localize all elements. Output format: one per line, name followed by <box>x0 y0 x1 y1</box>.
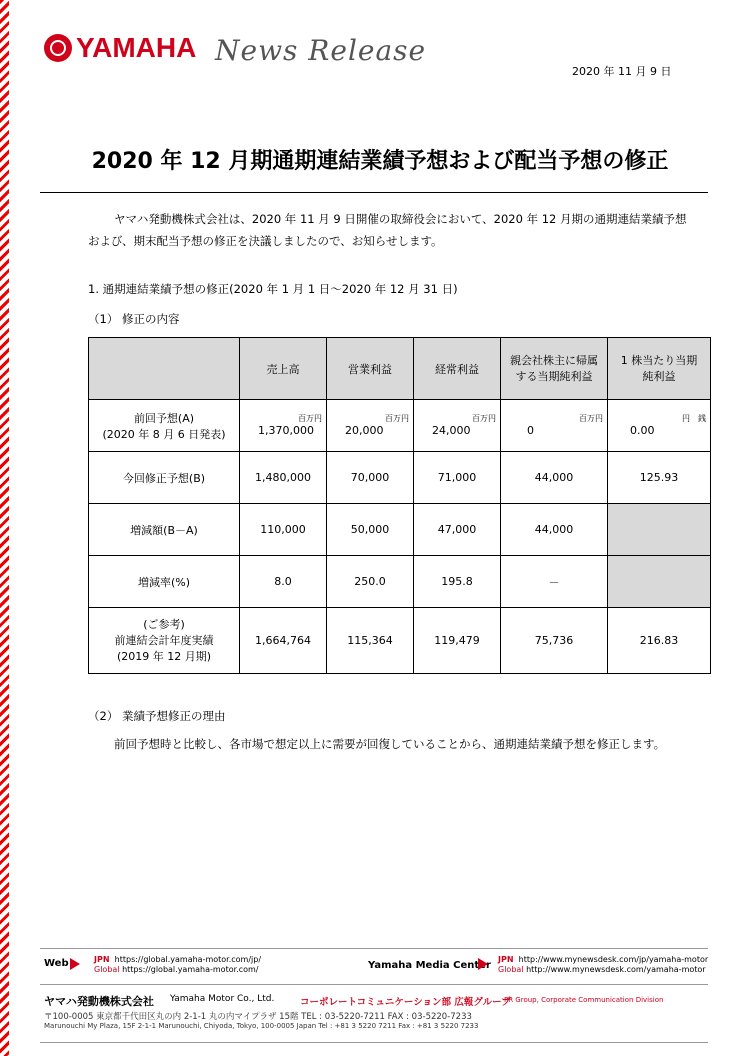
table-cell-empty <box>608 504 711 556</box>
address-ja: 〒100-0005 東京都千代田区丸の内 2-1-1 丸の内マイプラザ 15階 TEL : 03-5220-7211 FAX : 03-5220-7233 <box>44 1012 472 1022</box>
forecast-table <box>88 337 711 674</box>
row-label: 今回修正予想(B) <box>89 452 240 504</box>
table-cell: 百万円 0 <box>501 400 608 452</box>
table-cell: 百万円 20,000 <box>327 400 414 452</box>
web-label: Web <box>44 958 69 969</box>
table-row <box>89 400 711 452</box>
table-cell: 47,000 <box>414 504 501 556</box>
header-net-sales: 売上高 <box>240 338 327 400</box>
table-cell: 百万円 1,370,000 <box>240 400 327 452</box>
footer-divider <box>40 984 708 985</box>
table-cell: － <box>501 556 608 608</box>
web-links: JPN https://global.yamaha-motor.com/jp/ Global https://global.yamaha-motor.com/ <box>94 955 262 974</box>
decorative-stripe <box>0 0 9 1056</box>
footer-divider <box>40 948 708 949</box>
table-cell: 195.8 <box>414 556 501 608</box>
web-jpn-link[interactable]: https://global.yamaha-motor.com/jp/ <box>114 955 262 964</box>
company-name-en: Yamaha Motor Co., Ltd. <box>170 994 275 1004</box>
table-cell: 71,000 <box>414 452 501 504</box>
row-label: 増減額(B－A) <box>89 504 240 556</box>
table-cell: 円 銭 0.00 <box>608 400 711 452</box>
header-net-income: 親会社株主に帰属する当期純利益 <box>501 338 608 400</box>
row-label: 増減率(%) <box>89 556 240 608</box>
row-label: 前回予想(A) (2020 年 8 月 6 日発表) <box>89 400 240 452</box>
header-eps: 1 株当たり当期純利益 <box>608 338 711 400</box>
table-cell: 75,736 <box>501 608 608 674</box>
title-divider <box>40 192 708 193</box>
table-cell: 8.0 <box>240 556 327 608</box>
row-label: (ご参考) 前連結会計年度実績 (2019 年 12 月期) <box>89 608 240 674</box>
release-date: 2020 年 11 月 9 日 <box>572 65 672 78</box>
media-links: JPN http://www.mynewsdesk.com/jp/yamaha-motor Global http://www.mynewsdesk.com/yamaha-motor <box>498 955 709 974</box>
table-cell: 百万円 24,000 <box>414 400 501 452</box>
table-row <box>89 452 711 504</box>
web-global-link[interactable]: https://global.yamaha-motor.com/ <box>122 965 259 974</box>
news-release-tagline: News Release <box>215 34 427 67</box>
intro-paragraph: ヤマハ発動機株式会社は、2020 年 11 月 9 日開催の取締役会において、2020 年 12 月期の通期連結業績予想および、期末配当予想の修正を決議しましたので、お知らせします。 <box>88 212 687 248</box>
tuning-fork-icon <box>44 34 72 62</box>
table-row <box>89 504 711 556</box>
table-row <box>89 608 711 674</box>
table-cell: 1,480,000 <box>240 452 327 504</box>
arrow-right-icon <box>70 958 80 970</box>
media-global-link[interactable]: http://www.mynewsdesk.com/yamaha-motor <box>526 965 706 974</box>
subsection-1-heading: （1） 修正の内容 <box>88 312 180 326</box>
address-en: Marunouchi My Plaza, 15F 2-1-1 Marunouchi, Chiyoda, Tokyo, 100-0005 Japan Tel : +81 3 5220 7211 Fax : +81 3 5220 7233 <box>44 1022 479 1030</box>
logo-wordmark: YAMAHA <box>76 32 197 63</box>
arrow-right-icon <box>478 958 488 970</box>
table-cell: 50,000 <box>327 504 414 556</box>
company-name-ja: ヤマハ発動機株式会社 <box>44 995 154 1008</box>
yamaha-logo <box>44 32 196 64</box>
department-ja: コーポレートコミュニケーション部 広報グループ <box>300 997 511 1008</box>
table-cell: 1,664,764 <box>240 608 327 674</box>
table-cell: 115,364 <box>327 608 414 674</box>
table-header-corner <box>89 338 240 400</box>
table-cell: 110,000 <box>240 504 327 556</box>
media-center-label: Yamaha Media Center <box>368 960 491 971</box>
table-cell: 70,000 <box>327 452 414 504</box>
reason-paragraph: 前回予想時と比較し、各市場で想定以上に需要が回復していることから、通期連結業績予想を修正します。 <box>114 737 666 751</box>
table-row <box>89 556 711 608</box>
table-cell: 125.93 <box>608 452 711 504</box>
media-jpn-link[interactable]: http://www.mynewsdesk.com/jp/yamaha-motor <box>518 955 709 964</box>
table-cell: 44,000 <box>501 504 608 556</box>
page-title: 2020 年 12 月期通期連結業績予想および配当予想の修正 <box>91 149 669 174</box>
header-ordinary-income: 経常利益 <box>414 338 501 400</box>
section-1-heading: 1. 通期連結業績予想の修正(2020 年 1 月 1 日～2020 年 12 月 31 日) <box>88 282 458 296</box>
footer-divider <box>40 1042 708 1043</box>
table-cell: 44,000 <box>501 452 608 504</box>
table-cell: 119,479 <box>414 608 501 674</box>
department-en: PR Group, Corporate Communication Division <box>504 996 664 1004</box>
header-operating-income: 営業利益 <box>327 338 414 400</box>
table-cell: 250.0 <box>327 556 414 608</box>
table-cell-empty <box>608 556 711 608</box>
table-cell: 216.83 <box>608 608 711 674</box>
subsection-2-heading: （2） 業績予想修正の理由 <box>88 709 226 723</box>
